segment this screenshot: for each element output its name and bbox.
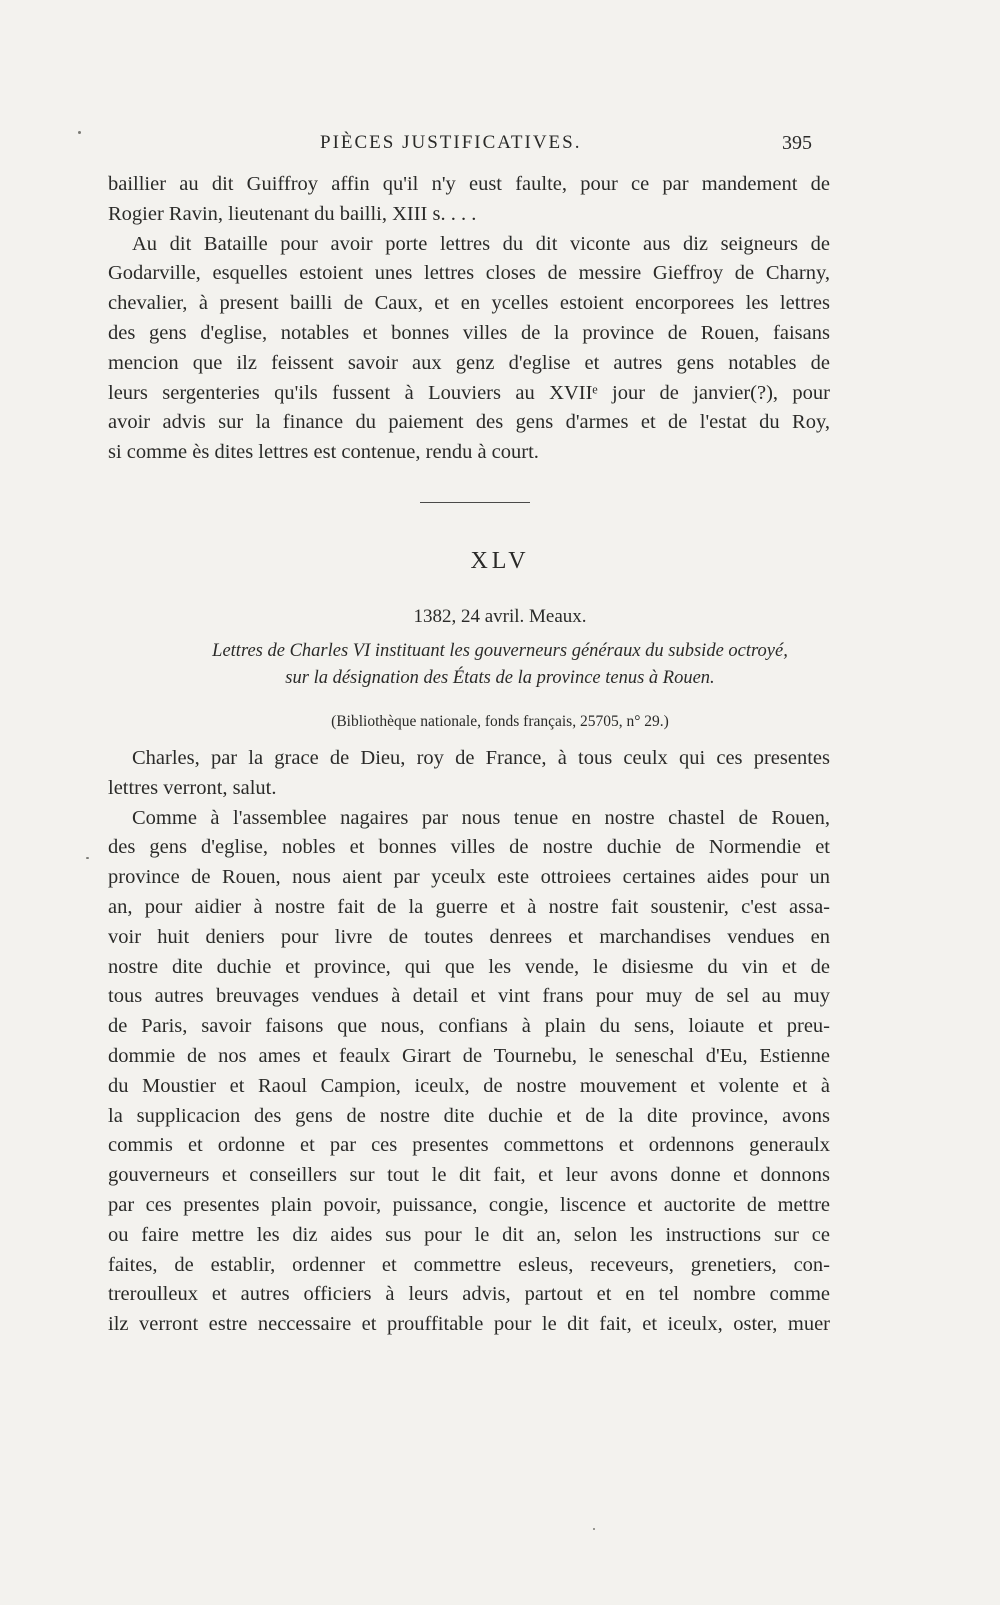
paper-speck	[86, 857, 89, 859]
summary-line: Lettres de Charles VI instituant les gouverneurs généraux du subside octroyé,	[212, 641, 788, 661]
text-line: Comme à l'assemblee nagaires par nous tenue en nostre chastel de Rouen,	[132, 806, 830, 829]
date-line: 1382, 24 avril. Meaux.	[413, 606, 587, 627]
text-line: des gens d'eglise, notables et bonnes villes de la province de Rouen, faisans	[108, 321, 830, 344]
text-line: avoir advis sur la finance du paiement des gens d'armes et de l'estat du Roy,	[108, 411, 830, 434]
text-line: mencion que ilz feissent savoir aux genz d'eglise et autres gens notables de	[108, 351, 830, 374]
text-line: de Paris, savoir faisons que nous, confians à plain du sens, loiaute et preu-	[108, 1015, 830, 1038]
text-line: Charles, par la grace de Dieu, roy de France, à tous ceulx qui ces presentes	[132, 747, 830, 769]
page-number: 395	[782, 132, 812, 154]
summary-line: sur la désignation des États de la province tenus à Rouen.	[285, 668, 715, 688]
section-number: XLV	[470, 548, 530, 574]
text-line: tous autres breuvages vendues à detail et vint frans pour muy de sel au muy	[108, 985, 830, 1008]
text-line: treroulleux et autres officiers à leurs advis, partout et en tel nombre comme	[108, 1283, 830, 1306]
text-line: lettres verront, salut.	[108, 776, 277, 799]
paper-speck	[593, 1528, 595, 1530]
text-line: an, pour aidier à nostre fait de la guerre et à nostre fait soustenir, c'est assa-	[108, 895, 830, 918]
section-divider	[420, 502, 530, 503]
text-line: Au dit Bataille pour avoir porte lettres du dit viconte aus diz seigneurs de	[132, 232, 830, 255]
text-line: du Moustier et Raoul Campion, iceulx, de nostre mouvement et volente et à	[108, 1074, 830, 1097]
text-line: si comme ès dites lettres est contenue, rendu à court.	[108, 441, 539, 464]
text-line: leurs sergenteries qu'ils fussent à Louviers au XVIIᵉ jour de janvier(?), pour	[108, 381, 830, 404]
text-line: la supplicacion des gens de nostre dite duchie et de la dite province, avons	[108, 1104, 830, 1127]
page-header	[0, 130, 1000, 160]
text-line: des gens d'eglise, nobles et bonnes villes de nostre duchie de Normendie et	[108, 836, 830, 859]
source-citation: (Bibliothèque nationale, fonds français, 25705, n° 29.)	[331, 713, 669, 730]
text-line: ou faire mettre les diz aides sus pour le dit an, selon les instructions sur ce	[108, 1223, 830, 1246]
text-line: commis et ordonne et par ces presentes commettons et ordennons generaulx	[108, 1134, 830, 1157]
text-line: faites, de establir, ordenner et commettre esleus, receveurs, grenetiers, con-	[108, 1253, 830, 1276]
text-line: voir huit deniers pour livre de toutes denrees et marchandises vendues en	[108, 925, 830, 948]
text-line: ilz verront estre neccessaire et prouffitable pour le dit fait, et iceulx, oster, muer	[108, 1313, 830, 1336]
document-text	[108, 744, 830, 1340]
running-title: PIÈCES JUSTIFICATIVES.	[320, 132, 582, 153]
text-line: province de Rouen, nous aient par yceulx este ottroiees certaines aides pour un	[108, 866, 830, 889]
paper-speck	[78, 131, 81, 134]
text-line: chevalier, à present bailli de Caux, et en ycelles estoient encorporees les lettres	[108, 292, 830, 315]
text-line: par ces presentes plain povoir, puissance, congie, liscence et auctorite de mettre	[108, 1193, 830, 1216]
text-line: nostre dite duchie et province, qui que les vende, le disiesme du vin et de	[108, 955, 830, 978]
text-line: baillier au dit Guiffroy affin qu'il n'y eust faulte, pour ce par mandement de	[108, 173, 830, 195]
continued-text	[108, 170, 830, 468]
text-line: dommie de nos ames et feaulx Girart de Tournebu, le seneschal d'Eu, Estienne	[108, 1044, 830, 1067]
text-line: Rogier Ravin, lieutenant du bailli, XIII s. . . .	[108, 202, 477, 225]
text-line: gouverneurs et conseillers sur tout le dit fait, et leur avons donne et donnons	[108, 1164, 830, 1187]
text-line: Godarville, esquelles estoient unes lettres closes de messire Gieffroy de Charny,	[108, 262, 830, 285]
